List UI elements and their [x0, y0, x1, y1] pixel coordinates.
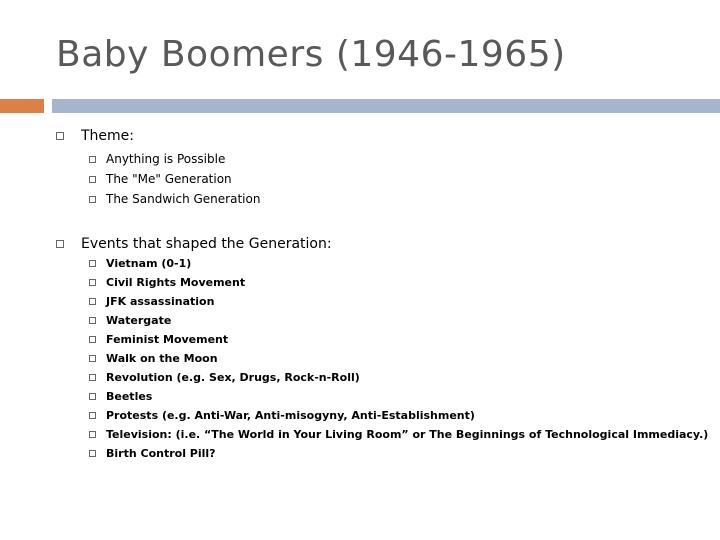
list-item [89, 295, 214, 308]
list-item-label: JFK assassination [106, 295, 215, 308]
list-item [89, 352, 218, 365]
list-item-label: Protests (e.g. Anti-War, Anti-misogyny, Anti-Establishment) [106, 409, 475, 422]
list-item [89, 447, 216, 460]
list-item [89, 428, 708, 441]
title-divider-bar [52, 99, 720, 113]
list-item [89, 371, 360, 384]
bullet-square-icon [89, 260, 96, 267]
section-heading-label: Theme: [81, 128, 135, 144]
bullet-square-icon [89, 196, 96, 203]
list-item-label: Watergate [106, 314, 172, 327]
list-item [89, 192, 260, 206]
bullet-square-icon [89, 355, 96, 362]
bullet-square-icon [89, 298, 96, 305]
section-heading-theme [56, 128, 134, 144]
list-item-label: Feminist Movement [106, 333, 229, 346]
list-item-label: The Sandwich Generation [106, 192, 261, 206]
bullet-square-icon [89, 412, 96, 419]
list-item-label: Television: (i.e. “The World in Your Living Room” or The Beginnings of Technological Immediacy.) [106, 428, 709, 441]
list-item [89, 314, 171, 327]
list-item-label: Birth Control Pill? [106, 447, 216, 460]
section-heading-label: Events that shaped the Generation: [81, 236, 332, 252]
list-item-label: Civil Rights Movement [106, 276, 246, 289]
list-item-label: The "Me" Generation [106, 172, 232, 186]
list-item [89, 390, 152, 403]
slide-title: Baby Boomers (1946-1965) [56, 34, 566, 75]
bullet-square-icon [89, 393, 96, 400]
bullet-square-icon [56, 132, 64, 140]
list-item-label: Anything is Possible [106, 152, 226, 166]
list-item [89, 172, 232, 186]
bullet-square-icon [89, 374, 96, 381]
bullet-square-icon [56, 240, 64, 248]
list-item-label: Beetles [106, 390, 153, 403]
bullet-square-icon [89, 176, 96, 183]
bullet-square-icon [89, 431, 96, 438]
list-item-label: Walk on the Moon [106, 352, 218, 365]
bullet-square-icon [89, 156, 96, 163]
list-item [89, 409, 475, 422]
list-item [89, 152, 225, 166]
section-heading-events [56, 236, 332, 252]
bullet-square-icon [89, 317, 96, 324]
list-item [89, 333, 228, 346]
list-item [89, 257, 191, 270]
bullet-square-icon [89, 450, 96, 457]
list-item-label: Vietnam (0-1) [106, 257, 192, 270]
list-item [89, 276, 245, 289]
accent-bar [0, 99, 44, 113]
bullet-square-icon [89, 336, 96, 343]
bullet-square-icon [89, 279, 96, 286]
list-item-label: Revolution (e.g. Sex, Drugs, Rock-n-Roll) [106, 371, 360, 384]
